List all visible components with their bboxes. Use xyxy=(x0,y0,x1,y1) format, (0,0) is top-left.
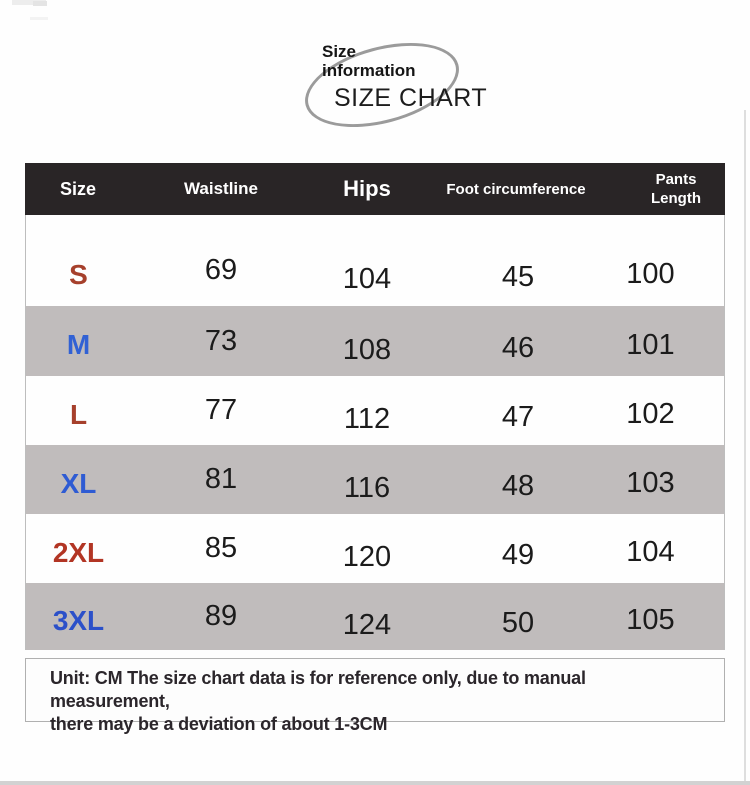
size-chart-table xyxy=(25,163,725,650)
size-label: S xyxy=(69,258,88,290)
pants-length-value: 104 xyxy=(626,536,675,568)
foot-circumference-value: 48 xyxy=(501,470,535,502)
pants-length-value: 102 xyxy=(626,398,675,430)
foot-circumference-value: 50 xyxy=(501,607,535,639)
hips-value: 104 xyxy=(342,263,392,295)
heading-line-1: Size xyxy=(322,42,357,61)
unit-note-box xyxy=(25,658,725,734)
bottom-gray-strip xyxy=(0,781,750,785)
unit-note-line-1: Unit: CM The size chart data is for reference only, due to manual measurement, xyxy=(50,668,586,711)
size-chart-stamp-text: SIZE CHART xyxy=(334,84,488,112)
pants-length-value: 103 xyxy=(626,467,675,499)
hips-value: 120 xyxy=(342,541,392,573)
header-foot-circumference: Foot circumference xyxy=(446,180,586,198)
pants-length-value: 101 xyxy=(626,328,675,361)
size-label: XL xyxy=(60,467,97,499)
table-row-xl xyxy=(26,445,724,514)
table-row-3xl xyxy=(26,583,724,650)
header-waistline: Waistline xyxy=(184,179,258,198)
table-row-2xl xyxy=(26,514,724,583)
header-hips: Hips xyxy=(343,176,391,201)
scan-artifact xyxy=(30,17,48,20)
waistline-value: 69 xyxy=(204,254,238,286)
size-label: 3XL xyxy=(52,604,105,636)
header-size: Size xyxy=(59,178,97,199)
hips-value: 108 xyxy=(342,333,392,366)
heading-line-2: information xyxy=(322,61,416,80)
hips-value: 124 xyxy=(342,609,392,641)
waistline-value: 81 xyxy=(204,463,238,495)
foot-circumference-value: 45 xyxy=(501,261,535,293)
size-label: M xyxy=(66,329,91,360)
scan-artifact xyxy=(33,1,47,6)
waistline-value: 73 xyxy=(204,324,238,357)
foot-circumference-value: 47 xyxy=(501,401,535,433)
table-header-row xyxy=(25,163,725,215)
table-row-s xyxy=(26,215,724,306)
pants-length-value: 105 xyxy=(626,604,675,636)
table-row-l xyxy=(26,376,724,445)
table-row-m xyxy=(26,306,724,376)
foot-circumference-value: 49 xyxy=(501,539,535,571)
hips-value: 116 xyxy=(343,472,391,504)
page-edge-line xyxy=(744,110,746,785)
size-information-heading xyxy=(322,42,416,80)
waistline-value: 85 xyxy=(204,532,238,564)
unit-note-line-2: there may be a deviation of about 1-3CM xyxy=(50,714,388,734)
hips-value: 112 xyxy=(343,403,391,435)
size-label: 2XL xyxy=(52,536,105,568)
waistline-value: 77 xyxy=(204,394,238,426)
table-body xyxy=(25,215,725,650)
header-pants-length xyxy=(593,163,725,215)
pants-length-value: 100 xyxy=(626,258,675,290)
header-pants-length-lines: Pants Length xyxy=(651,171,701,207)
size-label: L xyxy=(69,398,88,430)
foot-circumference-value: 46 xyxy=(501,331,535,364)
waistline-value: 89 xyxy=(204,600,238,632)
